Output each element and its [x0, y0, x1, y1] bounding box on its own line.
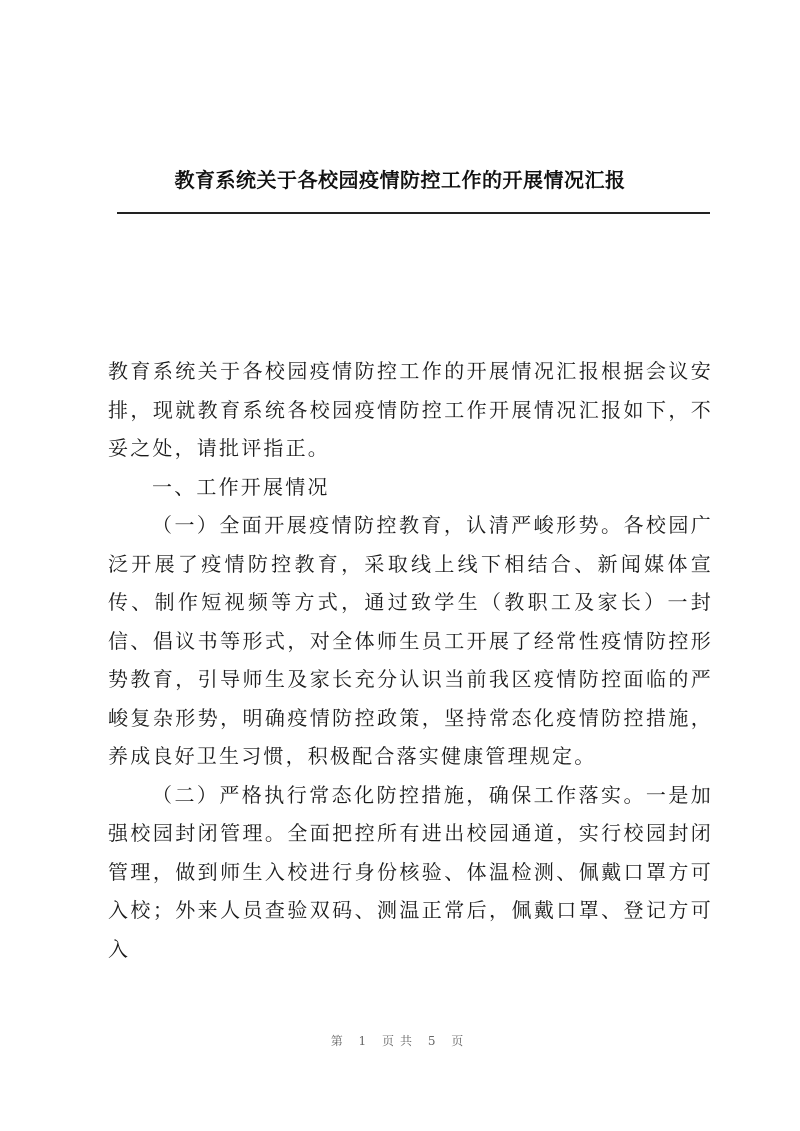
section-heading: 一、工作开展情况 [152, 474, 330, 499]
body-paragraph: （一）全面开展疫情防控教育，认清严峻形势。各校园广泛开展了疫情防控教育，采取线上线下相结合、新闻媒体宣传、制作短视频等方式，通过致学生（教职工及家长）一封信、倡议书等形式，对全体师生员工开展了经常性疫情防控形势教育，引导师生及家长充分认识当前我区疫情防控面临的严峻复杂形势，明确疫情防控政策，坚持常态化疫情防控措施，养成良好卫生习惯，积极配合落实健康管理规定。 [108, 513, 713, 768]
document-body [108, 352, 713, 968]
page-footer: 第 1 页共 5 页 [330, 1034, 470, 1048]
document-title: 教育系统关于各校园疫情防控工作的开展情况汇报 [174, 168, 626, 192]
title-underline [117, 212, 710, 214]
intro-paragraph: 教育系统关于各校园疫情防控工作的开展情况汇报根据会议安排，现就教育系统各校园疫情防控工作开展情况汇报如下，不妥之处，请批评指正。 [108, 359, 713, 460]
body-paragraph: （二）严格执行常态化防控措施，确保工作落实。一是加强校园封闭管理。全面把控所有进出校园通道，实行校园封闭管理，做到师生入校进行身份核验、体温检测、佩戴口罩方可入校；外来人员查验双码、测温正常后，佩戴口罩、登记方可入 [108, 782, 713, 961]
